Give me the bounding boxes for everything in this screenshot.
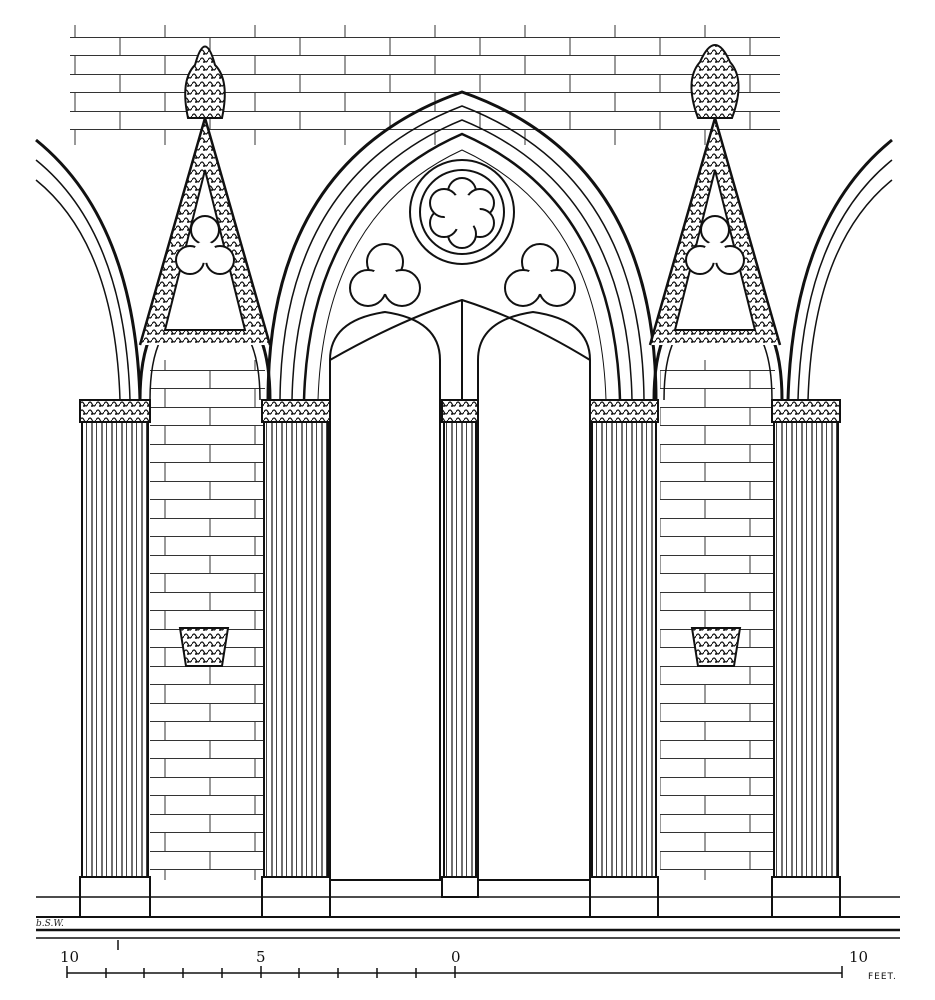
column-2 bbox=[262, 400, 330, 917]
trefoil-left bbox=[350, 244, 420, 306]
scale-label-10-left: 10 bbox=[60, 948, 80, 966]
scale-label-5: 5 bbox=[256, 948, 266, 966]
scale-unit-label: FEET. bbox=[868, 972, 897, 982]
column-3 bbox=[442, 400, 478, 897]
column-4 bbox=[590, 400, 658, 917]
scale-label-10-right: 10 bbox=[849, 948, 869, 966]
trefoil-right bbox=[505, 244, 575, 306]
artist-signature: b.S.W. bbox=[36, 919, 64, 929]
scale-label-0: 0 bbox=[451, 948, 461, 966]
column-5 bbox=[772, 400, 840, 917]
column-1 bbox=[80, 400, 150, 917]
base-courses bbox=[36, 897, 900, 938]
